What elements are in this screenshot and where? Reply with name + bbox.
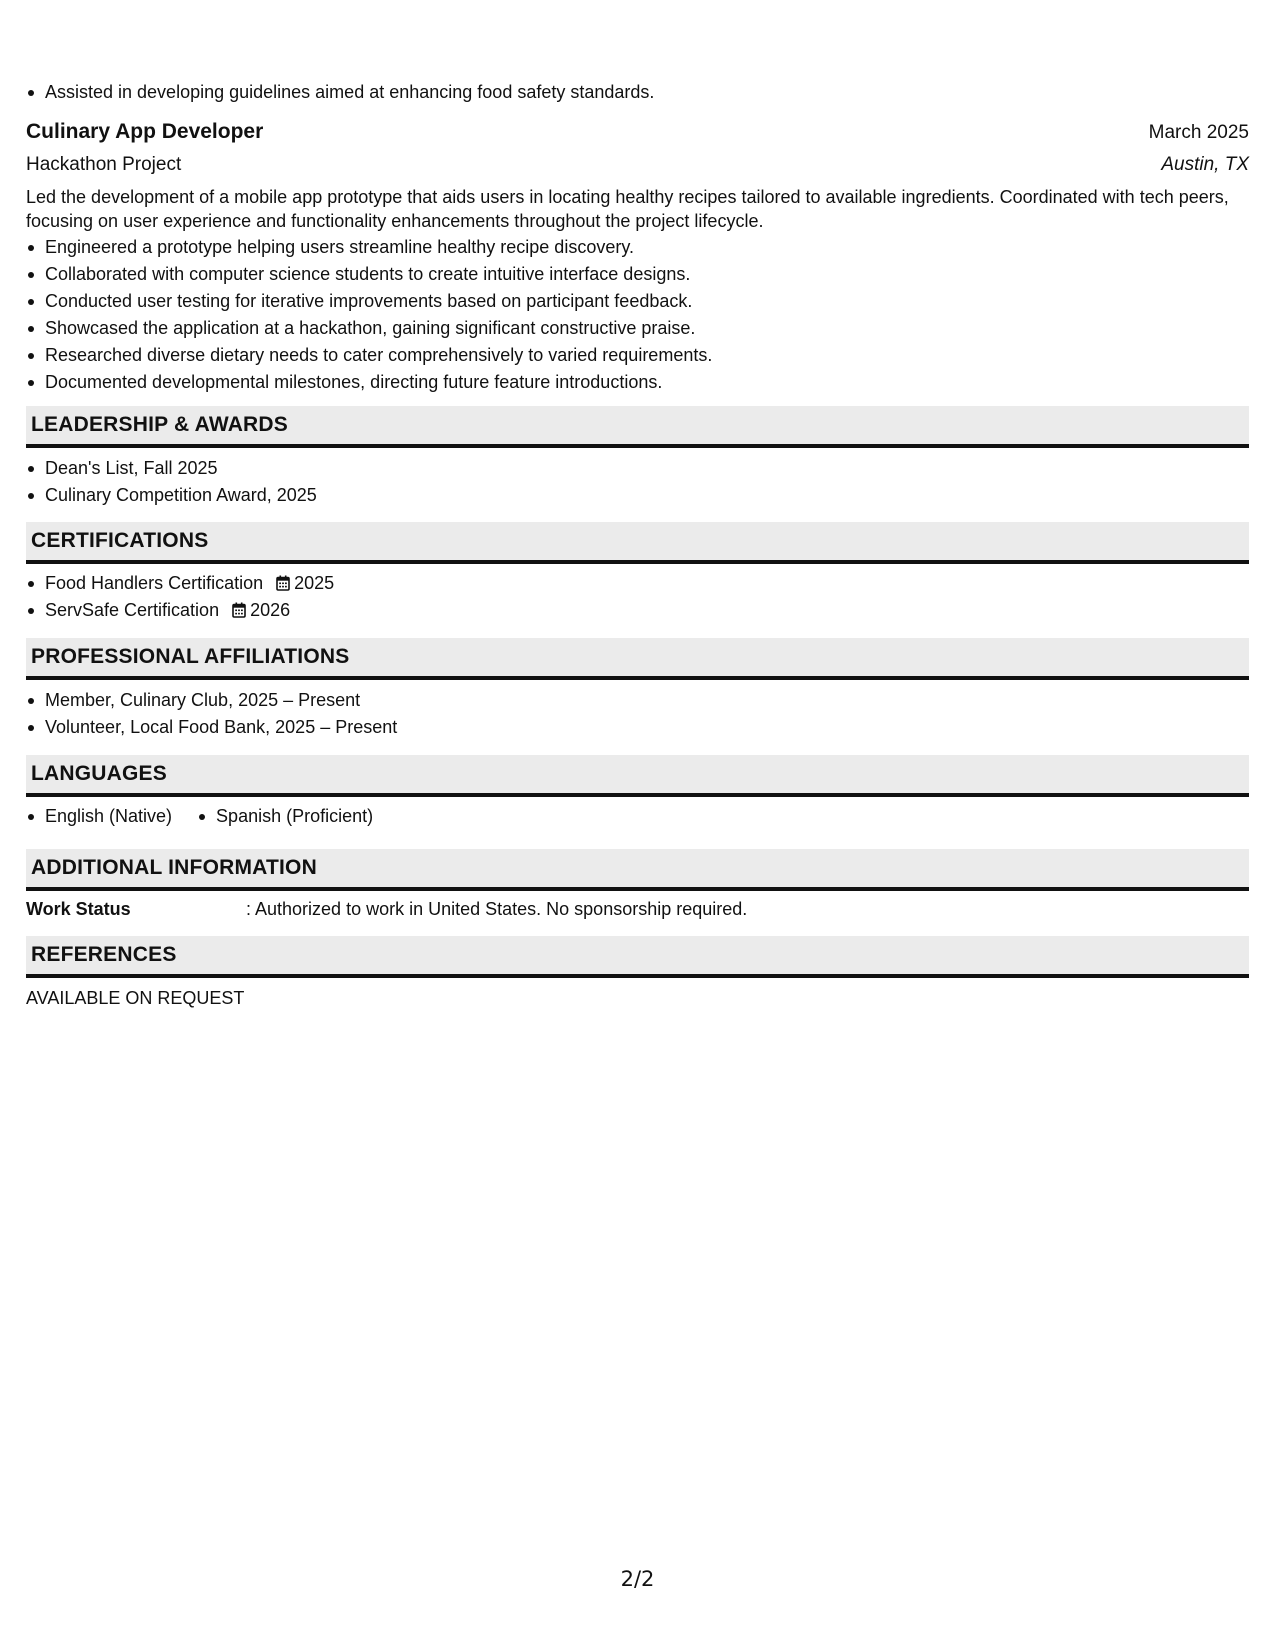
section-title: LANGUAGES [31,762,167,785]
list-item: Documented developmental milestones, directing future feature introductions. [45,369,1249,396]
job-organization: Hackathon Project [26,154,182,175]
list-item: English (Native) [45,803,172,830]
section-title: CERTIFICATIONS [31,529,209,552]
section-title: LEADERSHIP & AWARDS [31,413,288,436]
section-header-leadership [26,406,1249,448]
list-item: Culinary Competition Award, 2025 [45,482,1249,509]
calendar-icon [276,575,290,591]
certification-year: 2026 [250,600,291,620]
certification-name: ServSafe Certification [45,600,220,620]
certifications-section [26,570,1249,624]
calendar-icon [232,602,246,618]
section-title: PROFESSIONAL AFFILIATIONS [31,645,350,668]
certification-year: 2025 [294,573,335,593]
affiliations-list [26,687,1249,741]
list-item: Collaborated with computer science students to create intuitive interface designs. [45,261,1249,288]
job-date: March 2025 [1148,122,1249,143]
section-header-certifications [26,522,1249,564]
job-title: Culinary App Developer [26,120,264,143]
section-header-additional-information [26,849,1249,891]
job-bullets [26,234,1249,396]
list-item: Dean's List, Fall 2025 [45,455,1249,482]
list-item [45,570,1249,597]
work-status-row [26,896,1249,922]
list-item: Showcased the application at a hackathon, gaining significant constructive praise. [45,315,1249,342]
leadership-section [26,455,1249,509]
carryover-bullets [26,79,1268,106]
list-item: Conducted user testing for iterative improvements based on participant feedback. [45,288,1249,315]
references-section [26,985,1249,1011]
list-item: Assisted in developing guidelines aimed at enhancing food safety standards. [45,79,1268,106]
job-description: Led the development of a mobile app prototype that aids users in locating healthy recipes tailored to available ingredients. Coordinated with tech peers, focusing on user experience and functionality enhancements throughout the project lifecycle. [26,187,1229,231]
section-title: ADDITIONAL INFORMATION [31,856,317,879]
list-item: Engineered a prototype helping users streamline healthy recipe discovery. [45,234,1249,261]
section-header-affiliations [26,638,1249,680]
languages-list [26,803,1249,830]
section-header-references [26,936,1249,978]
work-status-label: Work Status [26,899,131,919]
languages-section [26,803,1249,830]
experience-entry [26,116,1249,396]
leadership-list [26,455,1249,509]
list-item: Spanish (Proficient) [216,803,373,830]
references-text: AVAILABLE ON REQUEST [26,988,245,1008]
certification-name: Food Handlers Certification [45,573,264,593]
certifications-list [26,570,1249,624]
list-item [45,597,1249,624]
additional-information-section [26,896,1249,922]
list-item: Researched diverse dietary needs to cater comprehensively to varied requirements. [45,342,1249,369]
page-number: 2/2 [620,1567,655,1591]
section-header-languages [26,755,1249,797]
job-title-row [26,116,1249,149]
affiliations-section [26,687,1249,741]
list-item: Member, Culinary Club, 2025 – Present [45,687,1249,714]
list-item: Volunteer, Local Food Bank, 2025 – Present [45,714,1249,741]
job-org-row [26,149,1249,181]
job-location: Austin, TX [1161,154,1249,175]
work-status-value: : Authorized to work in United States. No sponsorship required. [246,899,748,919]
section-title: REFERENCES [31,943,177,966]
